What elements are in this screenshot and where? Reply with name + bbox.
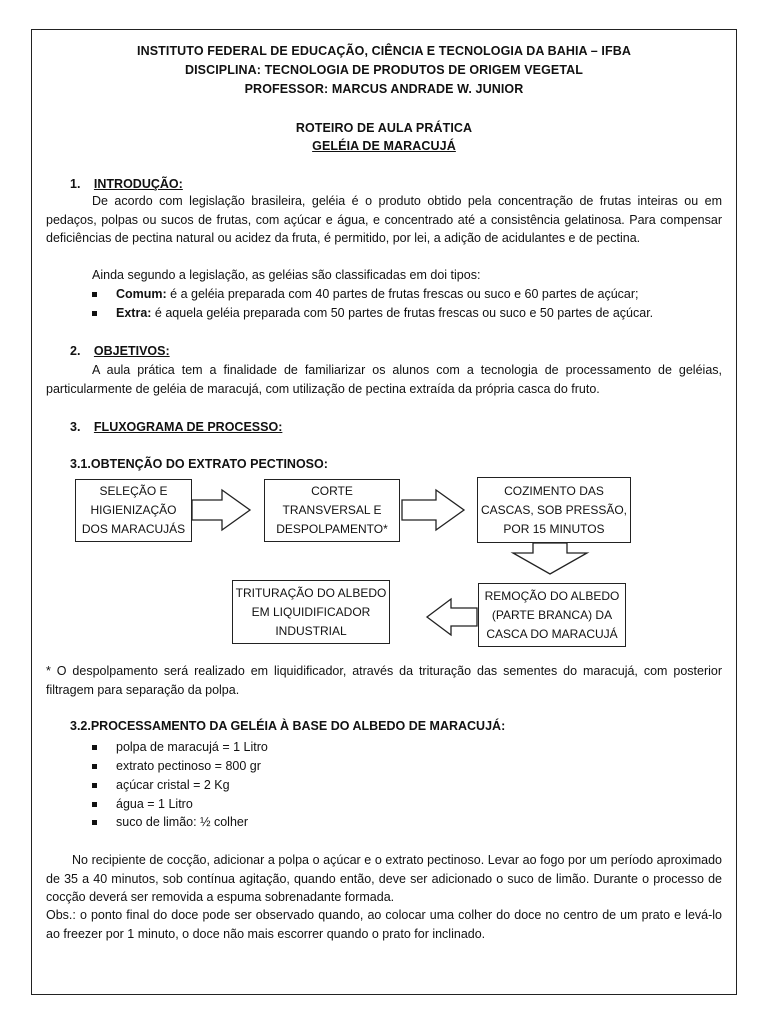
arrow-right-icon bbox=[192, 490, 250, 530]
intro-classification: Ainda segundo a legislação, as geléias são classificadas em doi tipos: bbox=[92, 268, 481, 282]
section-title: FLUXOGRAMA DE PROCESSO: bbox=[93, 420, 283, 434]
institute-name: INSTITUTO FEDERAL DE EDUCAÇÃO, CIÊNCIA E TECNOLOGIA DA BAHIA – IFBA bbox=[137, 44, 631, 58]
footnote: * O despolpamento será realizado em liquidificador, através da trituração das sementes do maracujá, com posterior filtragem para separação da polpa. bbox=[46, 664, 722, 697]
flow-step-cooking bbox=[477, 477, 631, 543]
section-number: 2. bbox=[70, 344, 81, 358]
bullet-icon bbox=[92, 783, 97, 788]
section-2-heading bbox=[70, 344, 170, 358]
bullet-icon bbox=[92, 764, 97, 769]
document-type: ROTEIRO DE AULA PRÁTICA bbox=[295, 121, 473, 135]
section-3-heading bbox=[70, 420, 282, 434]
subsection-3-2-title: 3.2.PROCESSAMENTO DA GELÉIA À BASE DO ALBEDO DE MARACUJÁ: bbox=[70, 719, 506, 733]
ingredient-text: extrato pectinoso = 800 gr bbox=[116, 759, 261, 773]
list-item bbox=[116, 287, 639, 301]
ingredient-text: suco de limão: ½ colher bbox=[116, 815, 249, 829]
section-title: OBJETIVOS: bbox=[93, 344, 170, 358]
bullet-icon bbox=[92, 292, 97, 297]
flow-step-label: CORTE TRANSVERSAL E DESPOLPAMENTO* bbox=[276, 484, 388, 536]
flow-step-selection bbox=[75, 479, 192, 542]
bullet-icon bbox=[92, 311, 97, 316]
section-1-heading bbox=[70, 177, 183, 191]
arrow-right-icon bbox=[402, 490, 464, 530]
item-text: é aquela geléia preparada com 50 partes de frutas frescas ou suco e 50 partes de açúcar. bbox=[151, 306, 654, 320]
item-text: é a geléia preparada com 40 partes de frutas frescas ou suco e 60 partes de açúcar; bbox=[166, 287, 639, 301]
flow-step-label: REMOÇÃO DO ALBEDO (PARTE BRANCA) DA CASCA DO MARACUJÁ bbox=[484, 588, 620, 641]
list-item bbox=[116, 759, 261, 773]
flow-step-cutting bbox=[264, 479, 400, 542]
bullet-icon bbox=[92, 820, 97, 825]
flow-step-label: COZIMENTO DAS CASCAS, SOB PRESSÃO, POR 15 MINUTOS bbox=[480, 483, 628, 536]
objectives-paragraph: A aula prática tem a finalidade de familiarizar os alunos com a tecnologia de processamento de geléias, particularmente de geléia de maracujá, com utilização de pectina extraída da própria casca do fruto. bbox=[46, 363, 722, 396]
section-number: 3. bbox=[70, 420, 81, 434]
procedure-paragraph: No recipiente de cocção, adicionar a polpa o açúcar e o extrato pectinoso. Levar ao fogo por um período aproximado de 35 a 40 minutos, sob contínua agitação, quando então, deve ser adicionado o suco de limão. Durante o processo de cocção deverá ser removida a espuma sobrenadante formada. bbox=[46, 853, 722, 904]
ingredient-text: açúcar cristal = 2 Kg bbox=[116, 778, 230, 792]
ingredient-text: água = 1 Litro bbox=[116, 797, 193, 811]
observation-paragraph bbox=[46, 906, 722, 943]
item-label: Comum: bbox=[116, 287, 167, 301]
flow-step-label: SELEÇÃO E HIGIENIZAÇÃO DOS MARACUJÁS bbox=[81, 484, 186, 536]
flow-step-grinding bbox=[232, 580, 390, 644]
obs-label: Obs.: bbox=[46, 908, 76, 922]
flow-step-albedo-removal bbox=[478, 583, 626, 647]
obs-text: o ponto final do doce pode ser observado quando, ao colocar uma colher do doce no centro de um prato e levá-lo ao freezer por 1 minuto, o doce não mais escorrer quando o prato for inclinado. bbox=[46, 908, 722, 941]
item-label: Extra: bbox=[116, 306, 152, 320]
bullet-icon bbox=[92, 745, 97, 750]
list-item bbox=[116, 306, 653, 320]
section-number: 1. bbox=[70, 177, 81, 191]
document-title: GELÉIA DE MARACUJÁ bbox=[312, 139, 456, 153]
bullet-icon bbox=[92, 802, 97, 807]
list-item bbox=[116, 815, 248, 829]
arrow-down-icon bbox=[513, 543, 587, 574]
flow-step-label: TRITURAÇÃO DO ALBEDO EM LIQUIDIFICADOR INDUSTRIAL bbox=[235, 585, 387, 638]
arrow-left-icon bbox=[427, 599, 477, 635]
professor-line: PROFESSOR: MARCUS ANDRADE W. JUNIOR bbox=[244, 82, 524, 96]
ingredient-text: polpa de maracujá = 1 Litro bbox=[116, 740, 268, 754]
list-item bbox=[116, 778, 230, 792]
discipline-line: DISCIPLINA: TECNOLOGIA DE PRODUTOS DE ORIGEM VEGETAL bbox=[184, 63, 584, 77]
list-item bbox=[116, 797, 193, 811]
subsection-3-1-title: 3.1.OBTENÇÃO DO EXTRATO PECTINOSO: bbox=[70, 457, 328, 471]
intro-paragraph: De acordo com legislação brasileira, geléia é o produto obtido pela concentração de frutas inteiras ou em pedaços, polpas ou sucos de frutas, com açúcar e água, e concentrado até a consistência gelatinosa. Para compensar deficiências de pectina natural ou acidez da fruta, é permitido, por lei, a adição de acidulantes e de pectina. bbox=[46, 194, 722, 245]
list-item bbox=[116, 740, 268, 754]
section-title: INTRODUÇÃO: bbox=[93, 177, 183, 191]
